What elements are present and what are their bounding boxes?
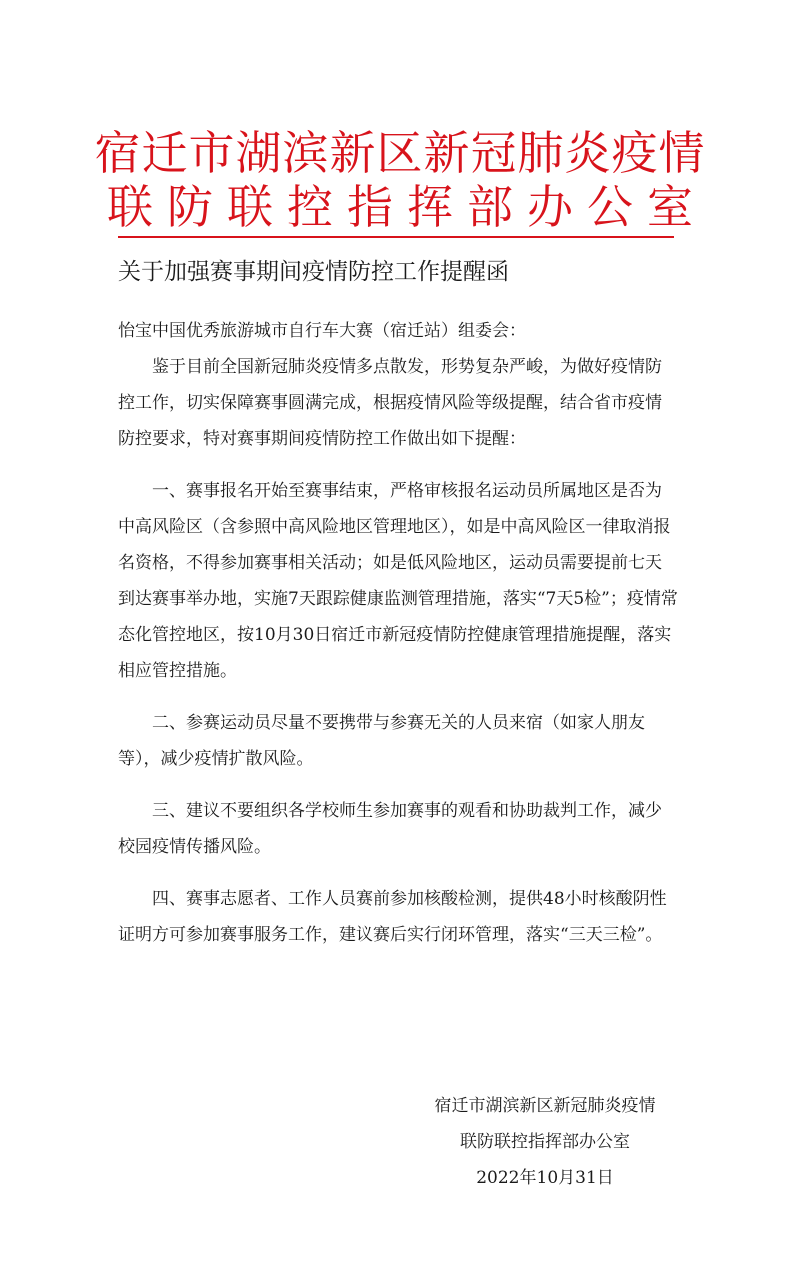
letter-body — [118, 313, 678, 953]
paragraph-item-4: 四、赛事志愿者、工作人员赛前参加核酸检测，提供48小时核酸阴性证明方可参加赛事服务工作，建议赛后实行闭环管理，落实“三天三检”。 — [118, 889, 667, 945]
signature-org-line2: 联防联控指挥部办公室 — [460, 1132, 630, 1152]
header-divider-rule — [118, 236, 674, 238]
signature-org-line1: 宿迁市湖滨新区新冠肺炎疫情 — [434, 1096, 656, 1116]
signature-date: 2022年10月31日 — [476, 1168, 614, 1188]
letter-subject: 关于加强赛事期间疫情防控工作提醒函 — [118, 259, 509, 285]
paragraph-item-2: 二、参赛运动员尽量不要携带与参赛无关的人员来宿（如家人朋友等），减少疫情扩散风险。 — [118, 713, 645, 769]
header-title-line2: 联防联控指挥部办公室 — [107, 180, 707, 234]
paragraph-item-3: 三、建议不要组织各学校师生参加赛事的观看和协助裁判工作，减少校园疫情传播风险。 — [118, 801, 662, 857]
paragraph-intro: 鉴于目前全国新冠肺炎疫情多点散发，形势复杂严峻，为做好疫情防控工作，切实保障赛事圆满完成，根据疫情风险等级提醒，结合省市疫情防控要求，特对赛事期间疫情防控工作做出如下提醒： — [118, 357, 662, 449]
addressee: 怡宝中国优秀旅游城市自行车大赛（宿迁站）组委会： — [118, 321, 526, 341]
header-title-line1: 宿迁市湖滨新区新冠肺炎疫情 — [94, 126, 706, 180]
paragraph-item-1: 一、赛事报名开始至赛事结束，严格审核报名运动员所属地区是否为中高风险区（含参照中高风险地区管理地区），如是中高风险区一律取消报名资格，不得参加赛事相关活动；如是低风险地区，运动员需要提前七天到达赛事举办地，实施7天跟踪健康监测管理措施，落实“7天5检”；疫情常态化管控地区，按10月30日宿迁市新冠疫情防控健康管理措施提醒，落实相应管控措施。 — [118, 481, 678, 681]
